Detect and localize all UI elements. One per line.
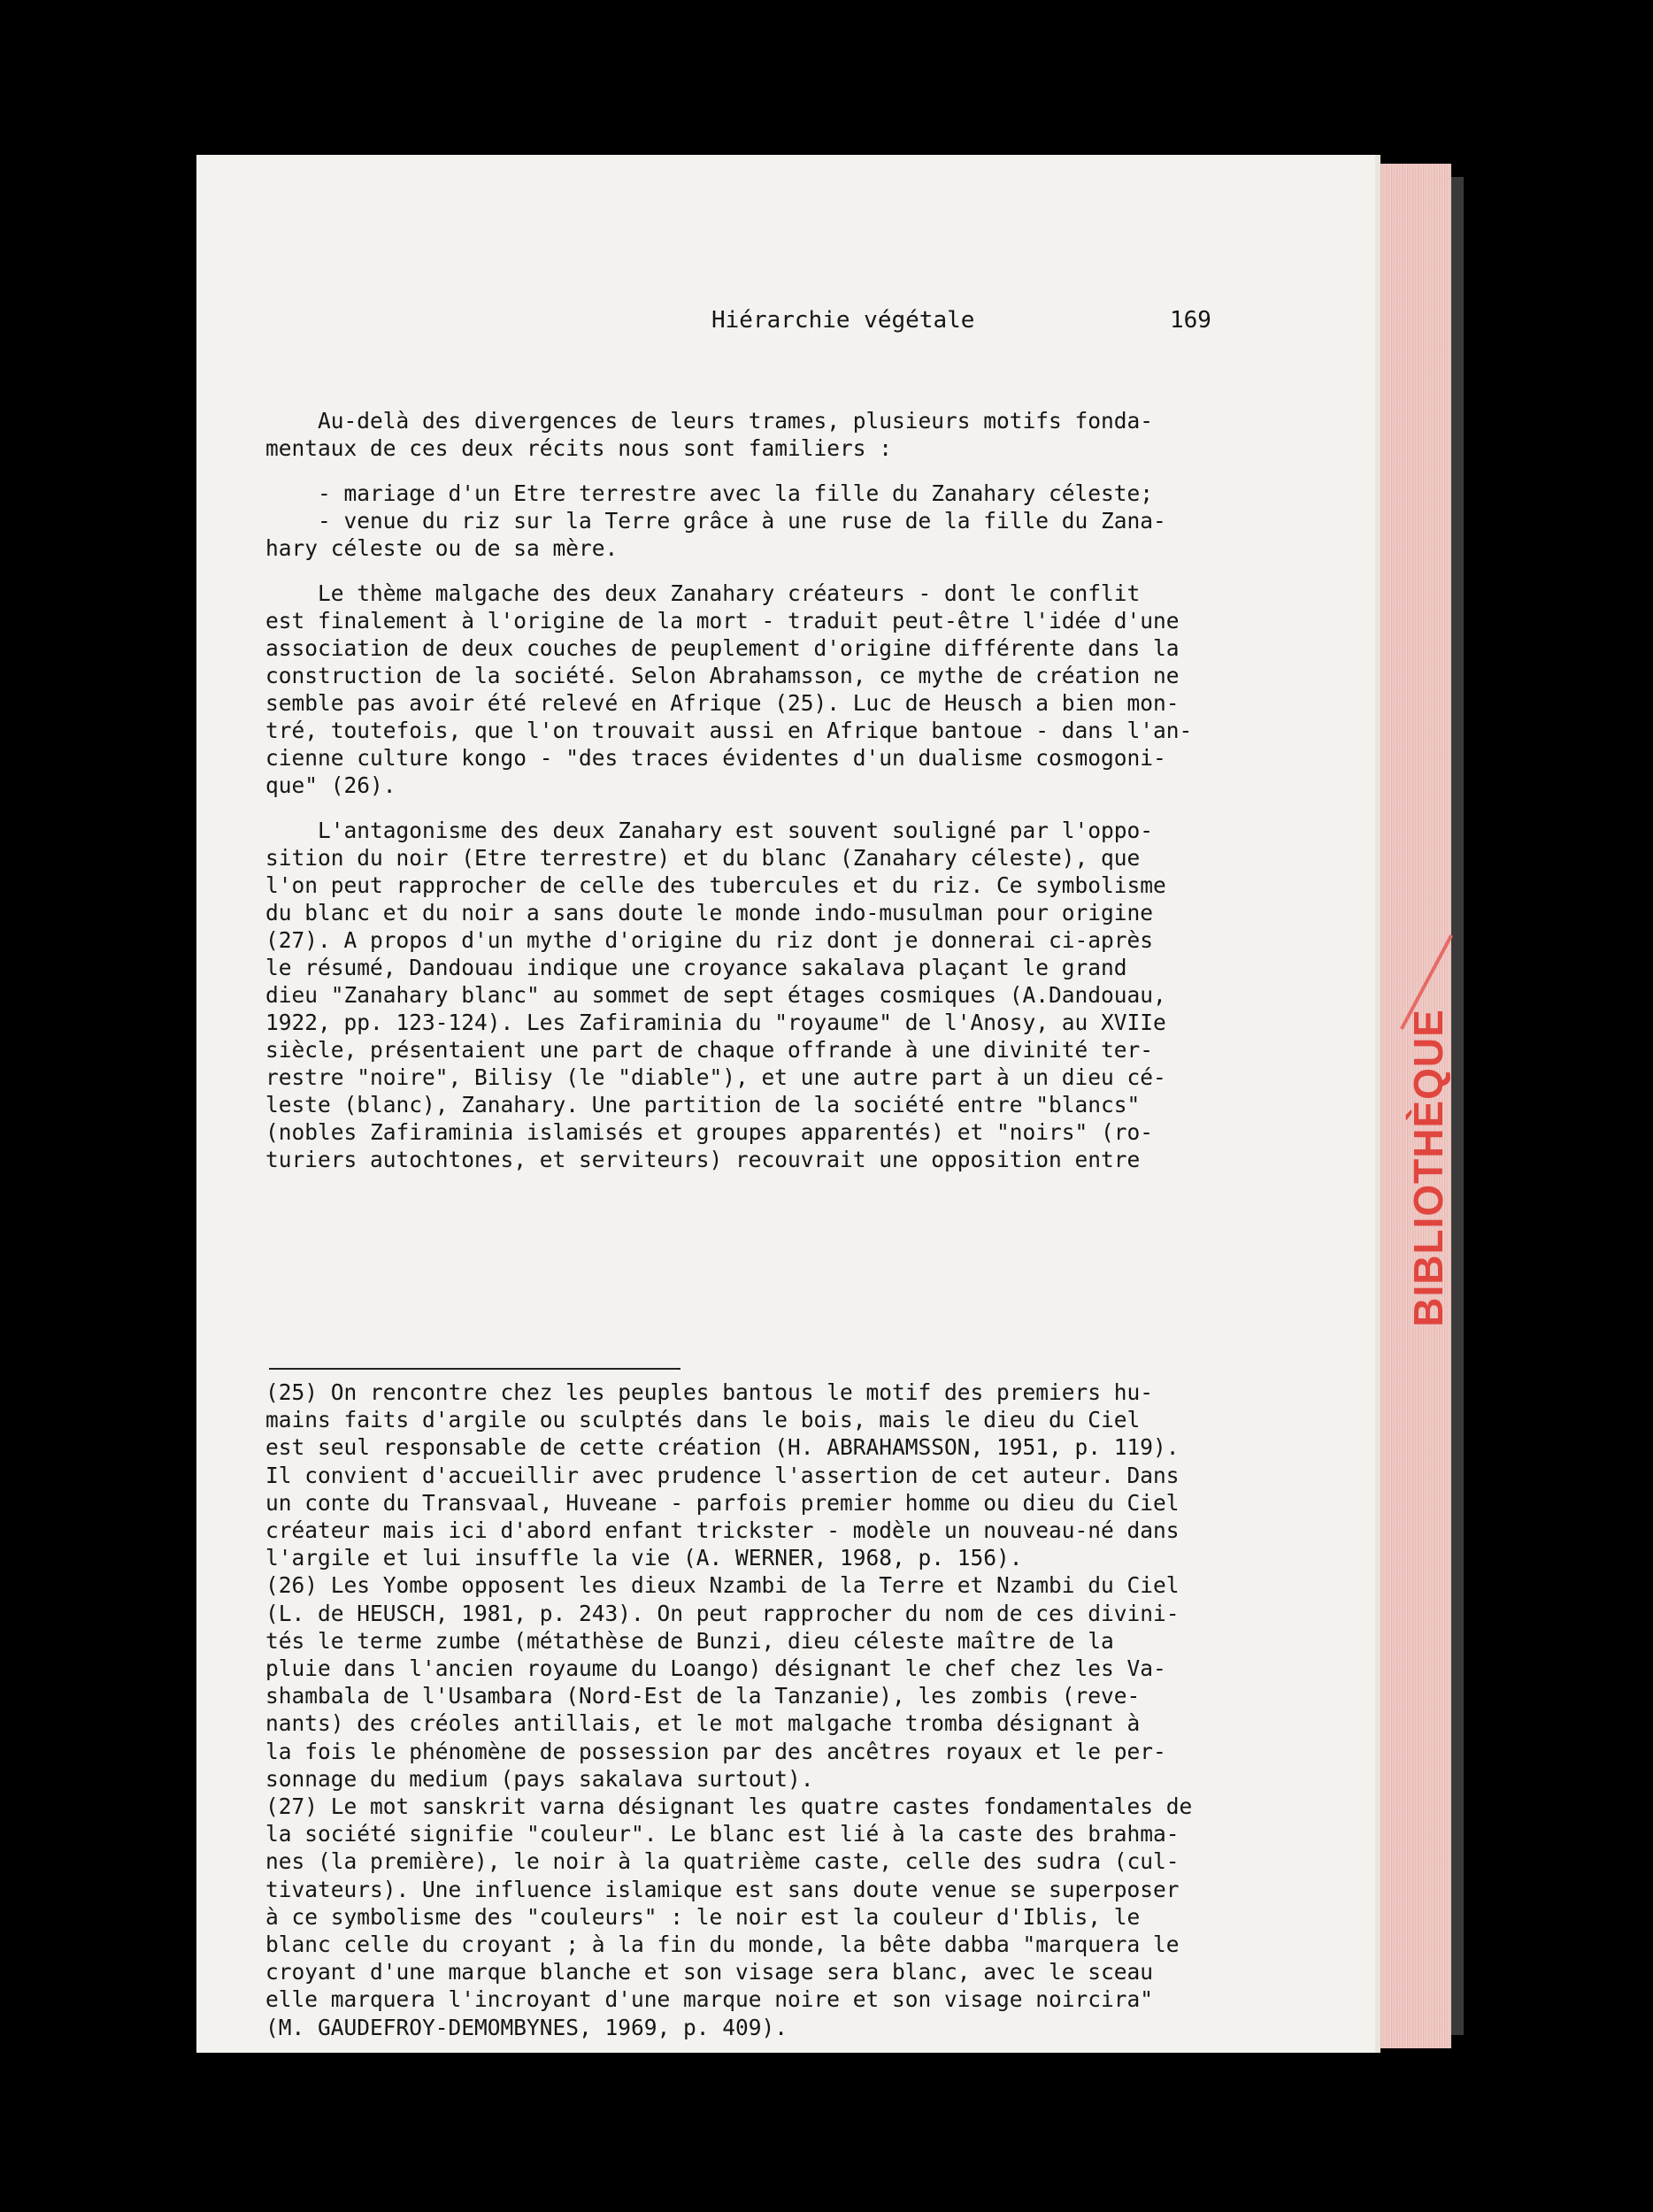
text-line: (27). A propos d'un mythe d'origine du riz dont je donnerai ci-après [265, 927, 1154, 953]
footnotes [265, 1379, 1299, 2041]
footnote-line: un conte du Transvaal, Huveane - parfois premier homme ou dieu du Ciel [265, 1489, 1180, 1516]
footnote-line: (25) On rencontre chez les peuples bantous le motif des premiers hu- [265, 1379, 1154, 1405]
footnote-line: (L. de HEUSCH, 1981, p. 243). On peut rapprocher du nom de ces divini- [265, 1600, 1180, 1626]
text-line: hary céleste ou de sa mère. [265, 535, 619, 561]
text-line: tré, toutefois, que l'on trouvait aussi en Afrique bantoue - dans l'an- [265, 718, 1193, 743]
text-line: du blanc et du noir a sans doute le monde indo-musulman pour origine [265, 900, 1154, 926]
paragraph [265, 407, 1299, 462]
footnote-line: est seul responsable de cette création (H. ABRAHAMSSON, 1951, p. 119). [265, 1434, 1180, 1461]
footnote-line: blanc celle du croyant ; à la fin du monde, la bête dabba "marquera le [265, 1932, 1180, 1958]
text-line: sition du noir (Etre terrestre) et du blanc (Zanahary céleste), que [265, 845, 1141, 871]
footnote-separator [269, 1368, 680, 1370]
text-line: 1922, pp. 123-124). Les Zafiraminia du "royaume" de l'Anosy, au XVIIe [265, 1010, 1166, 1035]
text-line: construction de la société. Selon Abrahamsson, ce mythe de création ne [265, 663, 1180, 688]
footnote-line: tivateurs). Une influence islamique est sans doute venue se superposer [265, 1876, 1180, 1902]
text-line: restre "noire", Bilisy (le "diable"), et une autre part à un dieu cé- [265, 1064, 1166, 1090]
footnote-line: mains faits d'argile ou sculptés dans le bois, mais le dieu du Ciel [265, 1407, 1141, 1433]
text-line: turiers autochtones, et serviteurs) recouvrait une opposition entre [265, 1147, 1141, 1172]
text-line: que" (26). [265, 772, 396, 798]
text-line: (nobles Zafiraminia islamisés et groupes apparentés) et "noirs" (ro- [265, 1119, 1154, 1145]
footnote-line: tés le terme zumbe (métathèse de Bunzi, dieu céleste maître de la [265, 1627, 1114, 1654]
text-line: siècle, présentaient une part de chaque offrande à une divinité ter- [265, 1037, 1154, 1063]
running-header: Hiérarchie végétale [711, 307, 975, 334]
footnote-line: à ce symbolisme des "couleurs" : le noir est la couleur d'Iblis, le [265, 1903, 1141, 1930]
text-line: Le thème malgache des deux Zanahary créateurs - dont le conflit [265, 580, 1141, 606]
text-line: semble pas avoir été relevé en Afrique (25). Luc de Heusch a bien mon- [265, 690, 1180, 716]
main-text [265, 407, 1299, 1173]
footnote-line: (27) Le mot sanskrit varna désignant les quatre castes fondamentales de [265, 1793, 1193, 1820]
footnote-line: nes (la première), le noir à la quatrième caste, celle des sudra (cul- [265, 1848, 1180, 1875]
paragraph [265, 480, 1299, 562]
footnote-line: nants) des créoles antillais, et le mot malgache tromba désignant à [265, 1710, 1141, 1737]
footnote-line: (26) Les Yombe opposent les dieux Nzambi de la Terre et Nzambi du Ciel [265, 1572, 1180, 1599]
footnote-line: créateur mais ici d'abord enfant trickster - modèle un nouveau-né dans [265, 1517, 1180, 1544]
footnote-line: (M. GAUDEFROY-DEMOMBYNES, 1969, p. 409). [265, 2014, 788, 2040]
text-line: - venue du riz sur la Terre grâce à une ruse de la fille du Zana- [265, 508, 1166, 534]
page-number: 169 [1170, 307, 1211, 334]
text-line: mentaux de ces deux récits nous sont familiers : [265, 435, 893, 461]
library-stamp [1402, 982, 1455, 1354]
text-line: L'antagonisme des deux Zanahary est souvent souligné par l'oppo- [265, 818, 1154, 843]
footnote-line: pluie dans l'ancien royaume du Loango) désignant le chef chez les Va- [265, 1655, 1166, 1682]
text-line: cienne culture kongo - "des traces évidentes d'un dualisme cosmogoni- [265, 745, 1166, 771]
footnote-line: l'argile et lui insuffle la vie (A. WERNER, 1968, p. 156). [265, 1545, 1023, 1571]
footnote-line: Il convient d'accueillir avec prudence l'assertion de cet auteur. Dans [265, 1462, 1180, 1488]
text-line: le résumé, Dandouau indique une croyance sakalava plaçant le grand [265, 955, 1127, 980]
paragraph [265, 580, 1299, 799]
footnote-line: sonnage du medium (pays sakalava surtout). [265, 1765, 814, 1792]
text-line: leste (blanc), Zanahary. Une partition de la société entre "blancs" [265, 1092, 1141, 1118]
stamp-text: BIBLIOTHÈQUE [1405, 1009, 1451, 1327]
book-page [196, 155, 1375, 2053]
paragraph [265, 817, 1299, 1173]
footnote-line: elle marquera l'incroyant d'une marque noire et son visage noircira" [265, 1986, 1154, 2013]
text-line: - mariage d'un Etre terrestre avec la fille du Zanahary céleste; [265, 480, 1154, 506]
footnote-line: la société signifie "couleur". Le blanc est lié à la caste des brahma- [265, 1821, 1180, 1847]
text-line: association de deux couches de peuplement d'origine différente dans la [265, 635, 1180, 661]
footnote-line: la fois le phénomène de possession par des ancêtres royaux et le per- [265, 1738, 1166, 1764]
text-line: l'on peut rapprocher de celle des tubercules et du riz. Ce symbolisme [265, 872, 1166, 898]
text-line: Au-delà des divergences de leurs trames, plusieurs motifs fonda- [265, 408, 1154, 434]
footnote-line: shambala de l'Usambara (Nord-Est de la Tanzanie), les zombis (reve- [265, 1683, 1141, 1709]
text-line: dieu "Zanahary blanc" au sommet de sept étages cosmiques (A.Dandouau, [265, 982, 1166, 1008]
page-text [196, 155, 1375, 2053]
footnote-line: croyant d'une marque blanche et son visage sera blanc, avec le sceau [265, 1959, 1154, 1985]
text-line: est finalement à l'origine de la mort - traduit peut-être l'idée d'une [265, 608, 1180, 634]
